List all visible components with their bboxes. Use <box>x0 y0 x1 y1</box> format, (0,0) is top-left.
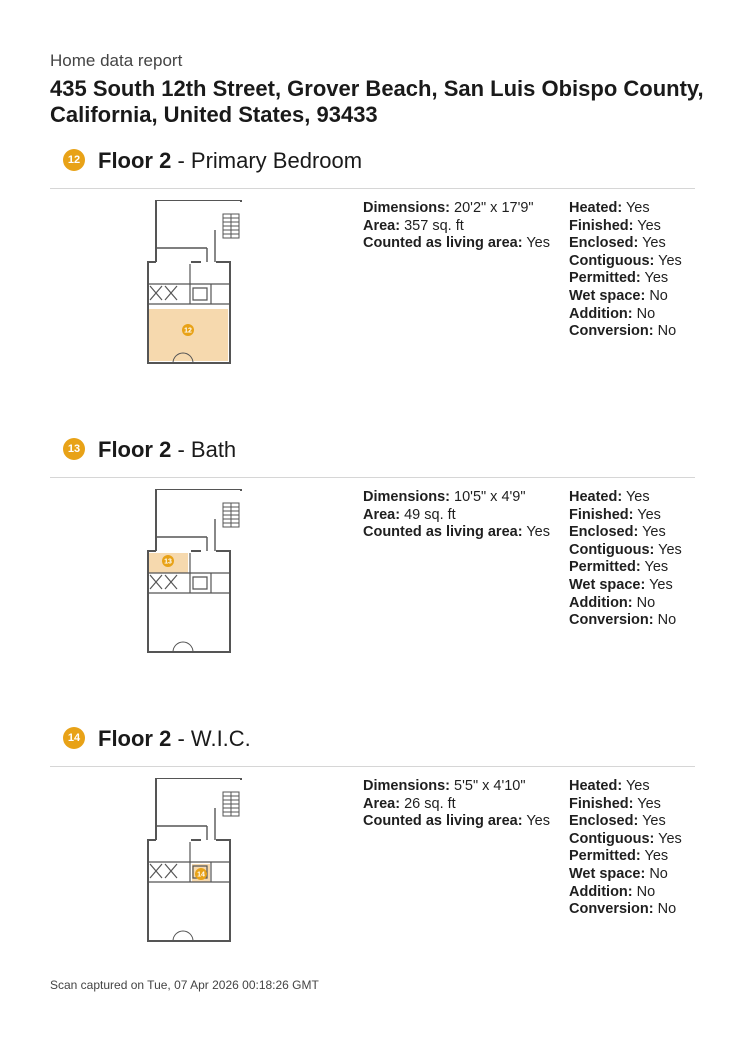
attribute-row <box>569 577 682 595</box>
dimensions-label: Dimensions: <box>363 489 451 505</box>
attribute-value: No <box>649 865 668 882</box>
room-section-12 <box>50 148 695 388</box>
attribute-value: Yes <box>658 541 682 558</box>
attribute-value: Yes <box>658 252 682 269</box>
floor-plan-thumbnail <box>145 489 255 657</box>
room-title <box>98 148 362 174</box>
attribute-value: Yes <box>644 270 669 287</box>
room-section-13 <box>50 437 695 677</box>
attribute-value: Yes <box>637 217 661 234</box>
floor-plan-thumbnail <box>145 778 255 946</box>
room-attributes <box>569 489 682 630</box>
dimensions-label: Dimensions: <box>363 200 451 216</box>
attribute-label: Conversion: <box>569 901 654 918</box>
title-separator: - <box>171 148 191 173</box>
attribute-value: Yes <box>642 235 666 252</box>
attribute-value: No <box>636 594 656 611</box>
attribute-label: Contiguous: <box>569 541 655 558</box>
attribute-label: Wet space: <box>569 865 646 882</box>
room-name: Primary Bedroom <box>190 148 363 173</box>
attribute-value: Yes <box>637 506 661 523</box>
attribute-value: No <box>649 287 668 304</box>
dimensions-label: Dimensions: <box>363 778 451 794</box>
attribute-value: Yes <box>625 778 650 794</box>
attribute-label: Wet space: <box>569 287 646 304</box>
living-area-value: Yes <box>526 235 550 251</box>
room-dimensions-block <box>363 489 550 542</box>
attribute-label: Finished: <box>569 506 634 523</box>
living-area-value: Yes <box>526 524 550 540</box>
attribute-row <box>569 866 682 884</box>
attribute-value: Yes <box>644 559 669 576</box>
stairs <box>223 503 239 527</box>
attribute-row <box>569 270 682 288</box>
attribute-label: Addition: <box>569 594 633 611</box>
attribute-row <box>569 218 682 236</box>
area-value: 26 sq. ft <box>404 795 456 812</box>
attribute-label: Contiguous: <box>569 252 655 269</box>
attribute-label: Addition: <box>569 305 633 322</box>
attribute-value: Yes <box>642 524 666 541</box>
room-title <box>98 726 251 752</box>
room-header <box>50 726 695 767</box>
attribute-row <box>569 901 682 919</box>
mid-rooms <box>148 842 230 882</box>
attribute-value: No <box>657 612 677 629</box>
room-marker-label: 14 <box>197 871 205 879</box>
area-label: Area: <box>363 795 401 812</box>
attribute-row <box>569 813 682 831</box>
attribute-label: Enclosed: <box>569 813 639 830</box>
living-area-label: Counted as living area: <box>363 235 523 251</box>
room-section-14 <box>50 726 695 966</box>
floor-label: Floor 2 <box>98 437 172 462</box>
attribute-label: Finished: <box>569 217 634 234</box>
room-number-badge: 12 <box>63 149 85 171</box>
attribute-row <box>569 796 682 814</box>
room-dimensions-block <box>363 778 550 831</box>
attribute-label: Heated: <box>569 200 623 216</box>
attribute-value: Yes <box>625 489 650 505</box>
attribute-value: Yes <box>644 848 669 865</box>
area-value: 49 sq. ft <box>404 506 456 523</box>
door-swing <box>173 642 193 652</box>
living-area-label: Counted as living area: <box>363 524 523 540</box>
attribute-row <box>569 288 682 306</box>
attribute-label: Addition: <box>569 883 633 900</box>
attribute-label: Permitted: <box>569 848 641 865</box>
attribute-value: No <box>657 323 677 340</box>
attribute-value: No <box>657 901 677 918</box>
stairs <box>223 792 239 816</box>
attribute-row <box>569 848 682 866</box>
attribute-label: Permitted: <box>569 270 641 287</box>
attribute-row <box>569 253 682 271</box>
room-header <box>50 148 695 189</box>
attribute-row <box>569 612 682 630</box>
attribute-label: Heated: <box>569 778 623 794</box>
attribute-row <box>569 489 682 507</box>
title-separator: - <box>171 726 191 751</box>
scan-timestamp: Scan captured on Tue, 07 Apr 2026 00:18:26 GMT <box>50 978 319 992</box>
floor-plan-thumbnail <box>145 200 255 368</box>
attribute-value: No <box>636 883 656 900</box>
floor-label: Floor 2 <box>98 148 172 173</box>
attribute-value: Yes <box>637 795 661 812</box>
stairs <box>223 214 239 238</box>
room-name: W.I.C. <box>190 726 251 751</box>
walls <box>148 778 241 941</box>
attribute-row <box>569 235 682 253</box>
attribute-row <box>569 778 682 796</box>
room-number-badge: 13 <box>63 438 85 460</box>
property-address: 435 South 12th Street, Grover Beach, San Luis Obispo County, California, United States, 93433 <box>50 76 704 127</box>
dimensions-value: 10'5" x 4'9" <box>454 489 526 505</box>
attribute-row <box>569 507 682 525</box>
attribute-row <box>569 524 682 542</box>
floor-label: Floor 2 <box>98 726 172 751</box>
room-attributes <box>569 200 682 341</box>
attribute-label: Contiguous: <box>569 830 655 847</box>
title-separator: - <box>171 437 191 462</box>
room-marker-label: 12 <box>184 327 192 335</box>
attribute-row <box>569 200 682 218</box>
attribute-label: Finished: <box>569 795 634 812</box>
mid-rooms <box>148 264 230 304</box>
attribute-row <box>569 323 682 341</box>
attribute-label: Heated: <box>569 489 623 505</box>
room-dimensions-block <box>363 200 550 253</box>
dimensions-value: 20'2" x 17'9" <box>454 200 534 216</box>
door-swing <box>173 931 193 941</box>
attribute-label: Permitted: <box>569 559 641 576</box>
area-value: 357 sq. ft <box>404 217 464 234</box>
attribute-value: No <box>636 305 656 322</box>
attribute-value: Yes <box>625 200 650 216</box>
room-name: Bath <box>190 437 237 462</box>
dimensions-value: 5'5" x 4'10" <box>454 778 526 794</box>
room-attributes <box>569 778 682 919</box>
living-area-value: Yes <box>526 813 550 829</box>
attribute-row <box>569 884 682 902</box>
attribute-value: Yes <box>649 576 673 593</box>
attribute-row <box>569 542 682 560</box>
attribute-row <box>569 559 682 577</box>
attribute-row <box>569 595 682 613</box>
attribute-label: Enclosed: <box>569 524 639 541</box>
room-marker-label: 13 <box>164 558 172 566</box>
attribute-value: Yes <box>642 813 666 830</box>
room-number-badge: 14 <box>63 727 85 749</box>
attribute-label: Conversion: <box>569 323 654 340</box>
attribute-label: Enclosed: <box>569 235 639 252</box>
room-title <box>98 437 236 463</box>
attribute-value: Yes <box>658 830 682 847</box>
attribute-label: Wet space: <box>569 576 646 593</box>
attribute-row <box>569 306 682 324</box>
area-label: Area: <box>363 217 401 234</box>
attribute-label: Conversion: <box>569 612 654 629</box>
report-label: Home data report <box>50 51 183 70</box>
living-area-label: Counted as living area: <box>363 813 523 829</box>
area-label: Area: <box>363 506 401 523</box>
room-header <box>50 437 695 478</box>
attribute-row <box>569 831 682 849</box>
